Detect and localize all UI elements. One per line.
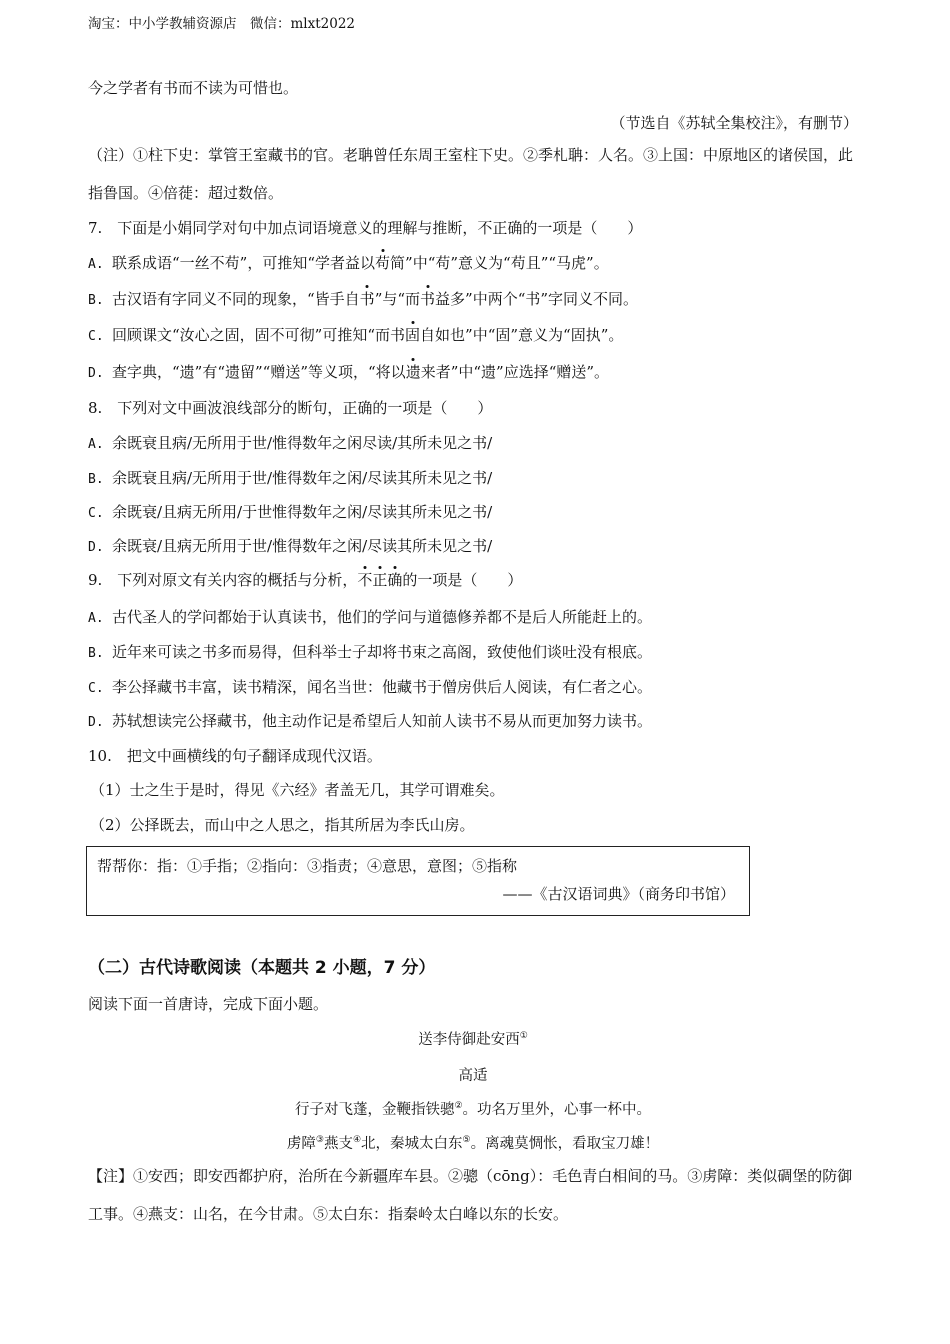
- option-label: C.: [88, 329, 104, 344]
- q7-option-c[interactable]: C. 回顾课文“汝心之固，固不可彻”可推知“而书固自如也”中“固”意义为“固执”。: [88, 325, 623, 347]
- q9-option-a[interactable]: A. 古代圣人的学问都始于认真读书，他们的学问与道德修养都不是后人所能赶上的。: [88, 607, 652, 629]
- option-label: B.: [88, 293, 104, 308]
- q7-option-b[interactable]: B. 古汉语有字同义不同的现象，“皆手自书”与“而书益多”中两个“书”字同义不同。: [88, 289, 638, 311]
- option-label: C.: [88, 506, 104, 521]
- q10-sentence-2: （2）公择既去，而山中之人思之，指其所居为李氏山房。: [90, 816, 475, 834]
- poem-line-2: 虏障③燕支④北，秦城太白东⑤。离魂莫惆怅，看取宝刀雄！: [286, 1135, 660, 1152]
- footnote-marker: ⑤: [462, 1135, 471, 1146]
- q8-option-b[interactable]: B. 余既衰且病/无所用于世/惟得数年之闲/尽读其所未见之书/: [88, 468, 492, 490]
- dotted-char: 书: [359, 290, 375, 308]
- help-box: [86, 846, 750, 916]
- poem-author: 高适: [458, 1068, 488, 1084]
- q10-sentence-1: （1）士之生于是时，得见《六经》者盖无几，其学可谓难矣。: [90, 781, 505, 799]
- q10-stem: 10. 把文中画横线的句子翻译成现代汉语。: [88, 747, 382, 765]
- dotted-char: 正: [372, 571, 388, 589]
- passage-note: （注）①柱下史：掌管王室藏书的官。老聃曾任东周王室柱下史。②季札聃：人名。③上国：中原地区的诸侯国，此指鲁国。④倍蓰：超过数倍。: [88, 146, 854, 202]
- dotted-char: 固: [405, 326, 421, 344]
- passage-source: （节选自《苏轼全集校注》，有删节）: [610, 114, 858, 132]
- q8-stem: 8. 下列对文中画波浪线部分的断句，正确的一项是（ ）: [88, 399, 493, 417]
- option-label: C.: [88, 681, 104, 696]
- option-label: B.: [88, 472, 104, 487]
- page-header: 淘宝：中小学教辅资源店 微信：mlxt2022: [88, 16, 356, 32]
- footnote-marker: ④: [352, 1135, 362, 1146]
- q8-option-d[interactable]: D. 余既衰/且病无所用于世/惟得数年之闲/尽读其所未见之书/: [88, 536, 492, 558]
- q8-option-a[interactable]: A. 余既衰且病/无所用于世/惟得数年之闲尽读/其所未见之书/: [88, 433, 492, 455]
- q7-option-a[interactable]: A. 联系成语“一丝不苟”，可推知“学者益以苟简”中“苟”意义为“苟且”“马虎”。: [88, 253, 609, 275]
- dotted-char: 确: [387, 571, 403, 589]
- poem-note: 【注】①安西；即安西都护府，治所在今新疆库车县。②骢（cōng）：毛色青白相间的马。③虏障：类似碉堡的防御工事。④燕支：山名，在今甘肃。⑤太白东：指秦岭太白峰以东的长安。: [88, 1167, 853, 1223]
- section-intro: 阅读下面一首唐诗，完成下面小题。: [88, 995, 329, 1013]
- help-box-definitions: 帮帮你：指：①手指；②指向：③指责；④意思，意图；⑤指称: [97, 857, 518, 875]
- q9-stem: 9. 下列对原文有关内容的概括与分析，不正确的一项是（ ）: [88, 571, 523, 589]
- q7-option-d[interactable]: D. 查字典，“遗”有“遗留”“赠送”等义项，“将以遗来者”中“遗”应选择“赠送”。: [88, 362, 609, 384]
- poem-line-1: 行子对飞蓬，金鞭指铁骢②。功名万里外，心事一杯中。: [294, 1101, 652, 1118]
- q8-option-c[interactable]: C. 余既衰/且病无所用/于世惟得数年之闲/尽读其所未见之书/: [88, 502, 492, 524]
- option-label: D.: [88, 366, 104, 381]
- q9-option-d[interactable]: D. 苏轼想读完公择藏书，他主动作记是希望后人知前人读书不易从而更加努力读书。: [88, 711, 652, 733]
- q9-option-b[interactable]: B. 近年来可读之书多而易得，但科举士子却将书束之高阁，致使他们谈吐没有根底。: [88, 642, 652, 664]
- poem-title: 送李侍御赴安西①: [418, 1031, 528, 1048]
- option-label: B.: [88, 646, 104, 661]
- dotted-char: 不: [357, 571, 373, 589]
- help-box-source: ——《古汉语词典》（商务印书馆）: [502, 885, 735, 903]
- dotted-char: 苟: [375, 254, 391, 272]
- footnote-marker: ①: [519, 1031, 528, 1042]
- option-label: A.: [88, 611, 104, 626]
- footnote-marker: ③: [315, 1135, 324, 1146]
- dotted-char: 书: [420, 290, 436, 308]
- section-title: （二）古代诗歌阅读（本题共 2 小题，7 分）: [88, 958, 436, 978]
- q7-stem: 7. 下面是小娟同学对句中加点词语境意义的理解与推断，不正确的一项是（ ）: [88, 219, 643, 237]
- dotted-char: 遗: [405, 363, 421, 381]
- q9-option-c[interactable]: C. 李公择藏书丰富，读书精深，闻名当世：他藏书于僧房供后人阅读，有仁者之心。: [88, 677, 652, 699]
- option-label: D.: [88, 540, 104, 555]
- passage-last-line: 今之学者有书而不读为可惜也。: [88, 79, 299, 97]
- footnote-marker: ②: [454, 1101, 463, 1112]
- option-label: A.: [88, 257, 104, 272]
- option-label: D.: [88, 715, 104, 730]
- option-label: A.: [88, 437, 104, 452]
